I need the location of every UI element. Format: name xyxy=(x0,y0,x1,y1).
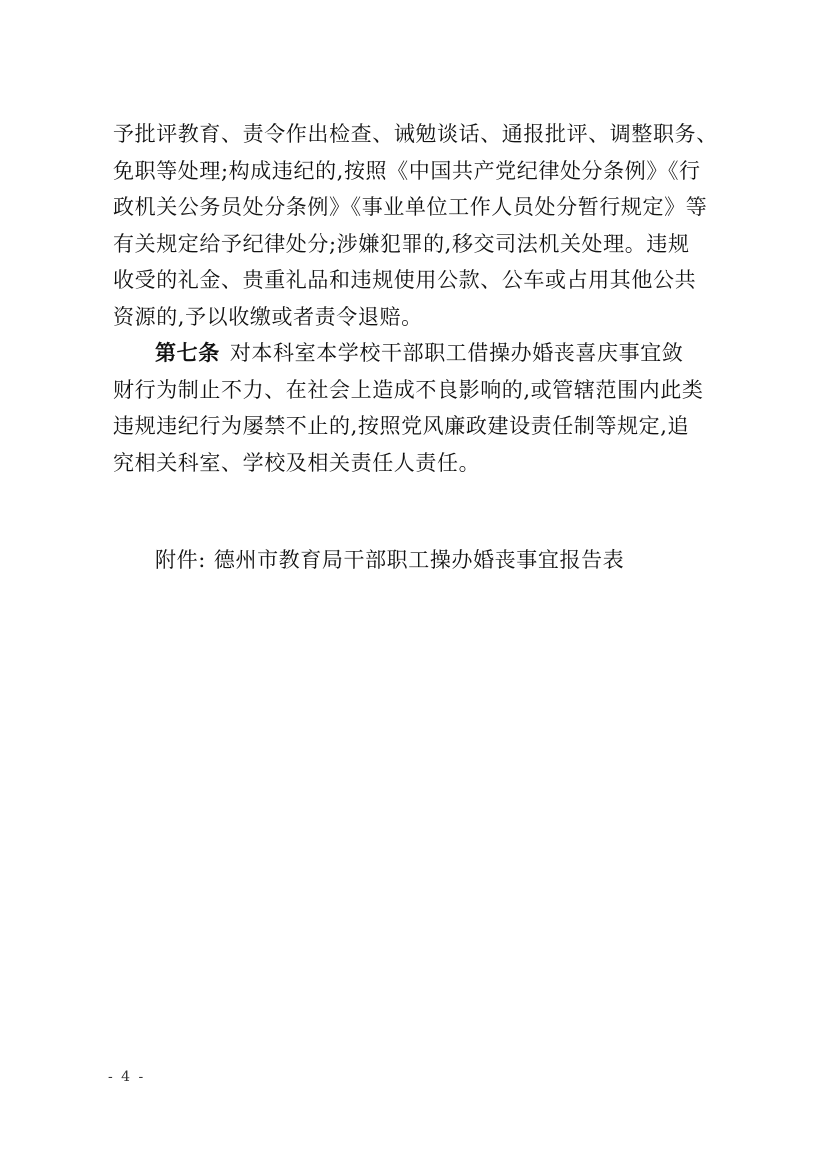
article-seven-first-line xyxy=(113,335,721,372)
attachment-line xyxy=(155,542,624,578)
article-seven-line: 违规违纪行为屡禁不止的,按照党风廉政建设责任制等规定,追 xyxy=(113,414,690,438)
paragraph-line: 资源的,予以收缴或者责令退赔。 xyxy=(113,304,423,329)
paragraph-line: 免职等处理;构成违纪的,按照《中国共产党纪律处分条例》《行 xyxy=(113,158,701,183)
paragraph-line: 政机关公务员处分条例》《事业单位工作人员处分暂行规定》等 xyxy=(113,195,708,219)
article-seven-line: 究相关科室、学校及相关责任人责任。 xyxy=(113,450,481,475)
document-body xyxy=(113,116,721,481)
article-seven-line: 财行为制止不力、在社会上造成不良影响的,或管辖范围内此类 xyxy=(113,377,704,402)
paragraph-line: 收受的礼金、贵重礼品和违规使用公款、公车或占用其他公共 xyxy=(113,268,697,292)
attachment-label: 附件: xyxy=(155,548,206,572)
attachment-title: 德州市教育局干部职工操办婚丧事宜报告表 xyxy=(213,548,625,572)
article-seven-label: 第七条 xyxy=(155,340,220,365)
page-number: - 4 - xyxy=(108,1069,146,1085)
paragraph-line: 有关规定给予纪律处分;涉嫌犯罪的,移交司法机关处理。违规 xyxy=(113,231,690,256)
paragraph-line: 予批评教育、责令作出检查、诫勉谈话、通报批评、调整职务、 xyxy=(113,122,718,146)
article-seven-text: 对本科室本学校干部职工借操办婚丧喜庆事宜敛 xyxy=(229,341,684,365)
